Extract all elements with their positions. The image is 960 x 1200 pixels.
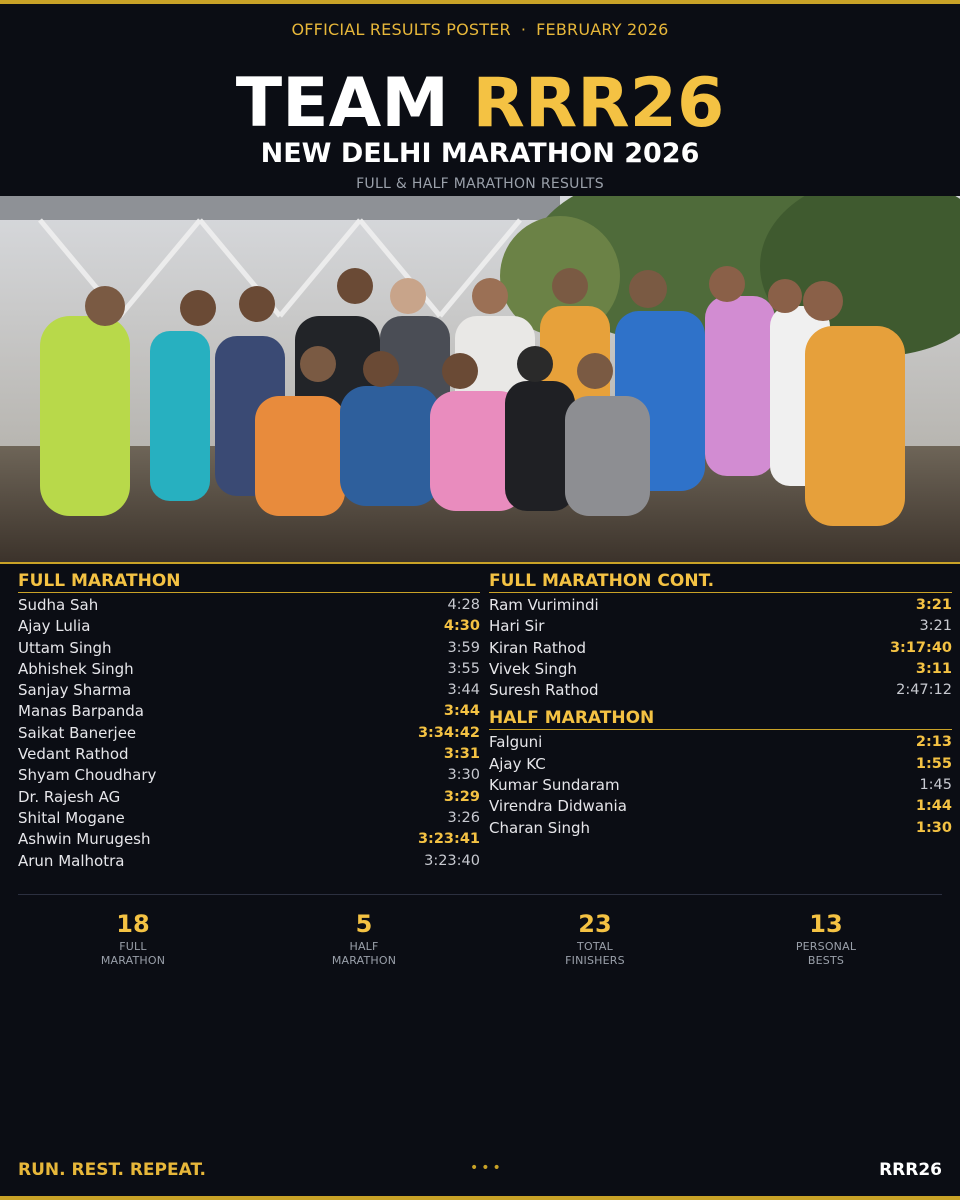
stat-total-finishers xyxy=(525,908,665,968)
result-row xyxy=(18,829,480,850)
result-row xyxy=(489,732,952,753)
finish-time-personal-best: 1:44 xyxy=(915,798,952,815)
full-marathon-cont-heading: FULL MARATHON CONT. xyxy=(489,570,952,593)
finish-time: 3:55 xyxy=(447,660,480,677)
runner-name: Virendra Didwania xyxy=(489,797,627,816)
result-row xyxy=(489,680,952,701)
stat-value: 5 xyxy=(355,910,373,938)
finish-time: 4:28 xyxy=(447,597,480,613)
full-marathon-list xyxy=(18,595,480,872)
title-team: TEAM xyxy=(235,64,473,143)
runner-name: Saikat Banerjee xyxy=(18,723,137,742)
runner-name: Arun Malhotra xyxy=(18,851,125,870)
result-row xyxy=(489,796,952,817)
runner-name: Shyam Choudhary xyxy=(18,766,157,785)
stat-label: PERSONAL BESTS xyxy=(795,940,857,967)
runner-name: Vivek Singh xyxy=(489,659,577,678)
footer-brand: RRR26 xyxy=(879,1160,942,1180)
photo-divider xyxy=(0,562,960,564)
finish-time-personal-best: 3:29 xyxy=(443,788,480,805)
runner-name: Kumar Sundaram xyxy=(489,776,620,795)
kicker-right: FEBRUARY 2026 xyxy=(536,20,669,39)
runner-name: Sanjay Sharma xyxy=(18,681,132,700)
poster-header xyxy=(0,4,960,196)
result-row xyxy=(18,659,480,680)
finish-time-personal-best: 3:21 xyxy=(915,597,952,613)
stats-divider xyxy=(18,894,942,895)
poster-footer xyxy=(18,1160,942,1186)
stat-label: TOTAL FINISHERS xyxy=(565,940,625,967)
runner-name: Manas Barpanda xyxy=(18,702,144,721)
kicker-separator: · xyxy=(520,20,527,39)
half-marathon-heading: HALF MARATHON xyxy=(489,707,952,730)
kicker-left: OFFICIAL RESULTS POSTER xyxy=(291,20,511,39)
runner-name: Kiran Rathod xyxy=(489,638,587,657)
finish-time-personal-best: 3:44 xyxy=(443,703,480,720)
team-group-photo xyxy=(0,196,960,562)
finish-time: 3:26 xyxy=(447,809,480,826)
right-results-column xyxy=(489,570,952,839)
poster-title xyxy=(0,64,960,143)
result-row xyxy=(489,638,952,659)
full-marathon-heading: FULL MARATHON xyxy=(18,570,480,593)
runner-name: Suresh Rathod xyxy=(489,681,599,700)
result-row xyxy=(489,754,952,775)
event-name: NEW DELHI MARATHON 2026 xyxy=(260,138,700,169)
runner-name: Uttam Singh xyxy=(18,638,112,657)
runner-name: Ajay Lulia xyxy=(18,617,91,636)
result-row xyxy=(18,851,480,872)
result-row xyxy=(18,595,480,616)
runner-name: Vedant Rathod xyxy=(18,745,129,764)
runner-name: Charan Singh xyxy=(489,818,591,837)
runner-name: Sudha Sah xyxy=(18,596,99,614)
result-row xyxy=(489,616,952,637)
result-row xyxy=(18,616,480,637)
stats-row xyxy=(0,908,960,978)
result-row xyxy=(18,765,480,786)
runner-name: Falguni xyxy=(489,733,543,752)
stat-half-marathon xyxy=(294,908,434,968)
runner-name: Dr. Rajesh AG xyxy=(18,787,121,806)
results-tagline: FULL & HALF MARATHON RESULTS xyxy=(356,176,604,192)
team-photo-illustration xyxy=(0,196,960,562)
finish-time: 1:45 xyxy=(919,777,952,794)
finish-time: 3:23:40 xyxy=(424,852,480,869)
runner-name: Ram Vurimindi xyxy=(489,596,599,614)
result-row xyxy=(489,595,952,616)
stat-label: FULL MARATHON xyxy=(100,940,166,967)
result-row xyxy=(489,818,952,839)
finish-time: 3:30 xyxy=(447,767,480,784)
result-row xyxy=(18,638,480,659)
stat-value: 18 xyxy=(116,910,150,938)
result-row xyxy=(489,659,952,680)
stat-label: HALF MARATHON xyxy=(331,940,397,967)
finish-time-personal-best: 2:13 xyxy=(915,734,952,751)
result-row xyxy=(18,787,480,808)
finish-time-personal-best: 3:23:41 xyxy=(417,831,480,848)
full-marathon-cont-list xyxy=(489,595,952,701)
runner-name: Abhishek Singh xyxy=(18,659,134,678)
finish-time: 3:59 xyxy=(447,639,480,656)
finish-time-personal-best: 3:31 xyxy=(443,746,480,763)
finish-time-personal-best: 1:55 xyxy=(915,755,952,772)
stat-value: 13 xyxy=(809,910,843,938)
runner-name: Hari Sir xyxy=(489,617,545,636)
result-row xyxy=(18,744,480,765)
finish-time-personal-best: 4:30 xyxy=(443,618,480,635)
half-marathon-list xyxy=(489,732,952,838)
full-marathon-column xyxy=(18,570,480,872)
bottom-gold-bar xyxy=(0,1196,960,1200)
footer-motto: RUN. REST. REPEAT. xyxy=(18,1160,206,1180)
result-row xyxy=(18,723,480,744)
runner-name: Shital Mogane xyxy=(18,808,125,827)
result-row xyxy=(18,808,480,829)
finish-time-personal-best: 3:34:42 xyxy=(417,724,480,741)
stat-personal-bests xyxy=(756,908,896,968)
stat-full-marathon xyxy=(63,908,203,968)
finish-time-personal-best: 3:17:40 xyxy=(889,639,952,656)
runner-name: Ashwin Murugesh xyxy=(18,830,151,849)
runner-name: Ajay KC xyxy=(489,754,546,773)
stat-value: 23 xyxy=(578,910,612,938)
finish-time-personal-best: 3:11 xyxy=(915,660,952,677)
finish-time: 3:21 xyxy=(919,618,952,635)
poster-kicker xyxy=(0,20,960,39)
finish-time: 3:44 xyxy=(447,682,480,699)
finish-time: 2:47:12 xyxy=(896,682,952,699)
footer-dots: ••• xyxy=(470,1160,504,1176)
result-row xyxy=(18,680,480,701)
result-row xyxy=(18,701,480,722)
title-brand: RRR26 xyxy=(472,64,725,143)
finish-time-personal-best: 1:30 xyxy=(915,819,952,836)
result-row xyxy=(489,775,952,796)
